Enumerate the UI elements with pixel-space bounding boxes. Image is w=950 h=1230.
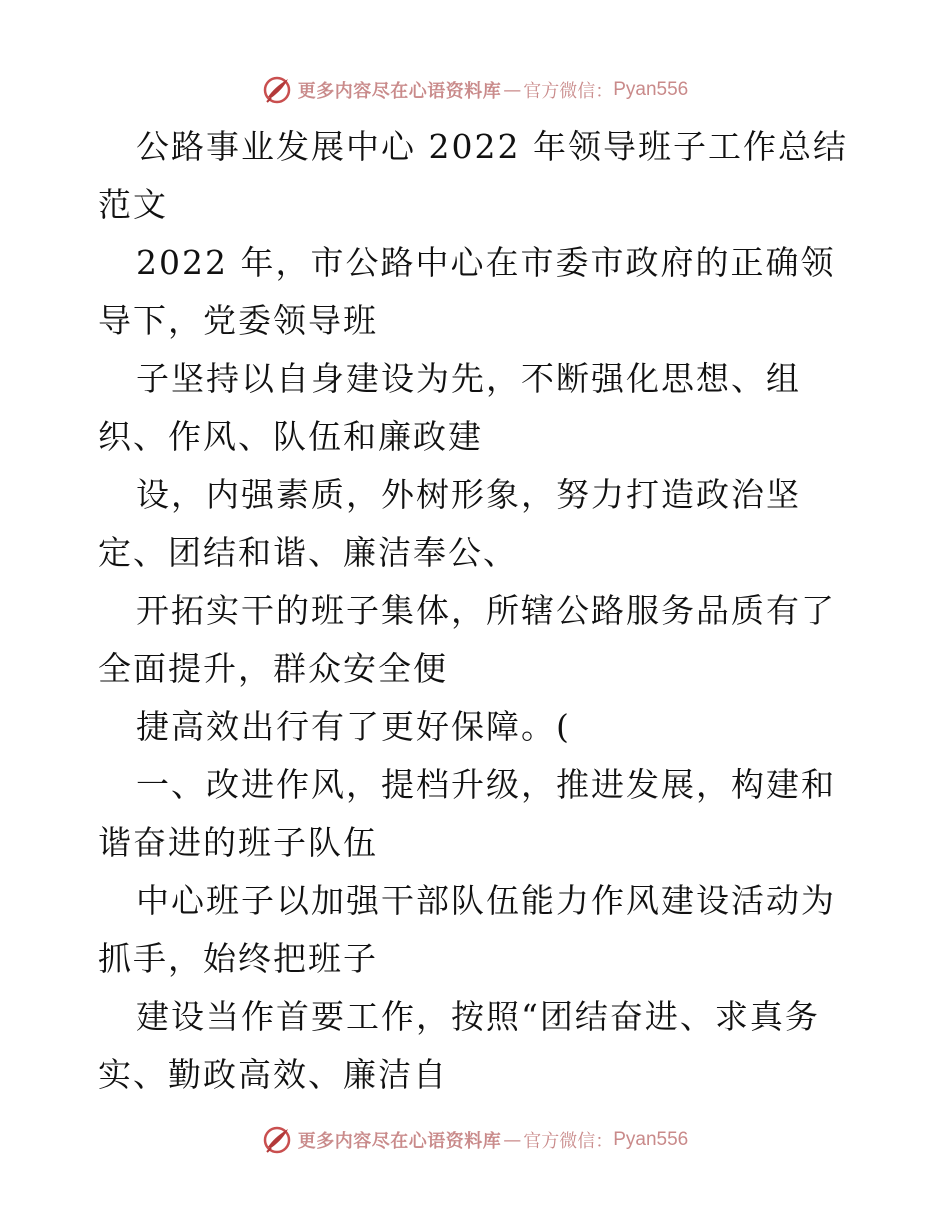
- document-body: [98, 118, 858, 1104]
- banner-wechat-id: Pyan556: [613, 79, 689, 100]
- banner-wechat-label: 官方微信：: [523, 1131, 614, 1152]
- document-title: 公路事业发展中心 2022 年领导班子工作总结范文: [98, 127, 848, 224]
- body-paragraph: 2022 年，市公路中心在市委市政府的正确领导下，党委领导班: [98, 243, 836, 340]
- body-paragraph: 设，内强素质，外树形象，努力打造政治坚定、团结和谐、廉洁奉公、: [98, 475, 801, 572]
- banner-site-name: 更多内容尽在心语资料库: [297, 1131, 502, 1152]
- body-paragraph: 建设当作首要工作，按照“团结奋进、求真务实、勤政高效、廉洁自: [98, 997, 820, 1094]
- section-heading: 一、改进作风，提档升级，推进发展，构建和谐奋进的班子队伍: [98, 765, 836, 862]
- body-paragraph: 捷高效出行有了更好保障。(: [136, 707, 571, 746]
- banner-wechat-label: 官方微信：: [523, 81, 614, 102]
- footer-watermark-banner: [0, 1118, 950, 1162]
- quill-logo-icon: [262, 1125, 292, 1155]
- header-watermark-banner: [0, 68, 950, 112]
- quill-logo-icon: [262, 75, 292, 105]
- banner-separator: —: [503, 1129, 522, 1151]
- banner-site-name: 更多内容尽在心语资料库: [297, 81, 502, 102]
- body-paragraph: 开拓实干的班子集体，所辖公路服务品质有了全面提升，群众安全便: [98, 591, 836, 688]
- banner-separator: —: [503, 79, 522, 101]
- banner-wechat-id: Pyan556: [613, 1129, 689, 1150]
- body-paragraph: 子坚持以自身建设为先，不断强化思想、组织、作风、队伍和廉政建: [98, 359, 801, 456]
- body-paragraph: 中心班子以加强干部队伍能力作风建设活动为抓手，始终把班子: [98, 881, 836, 978]
